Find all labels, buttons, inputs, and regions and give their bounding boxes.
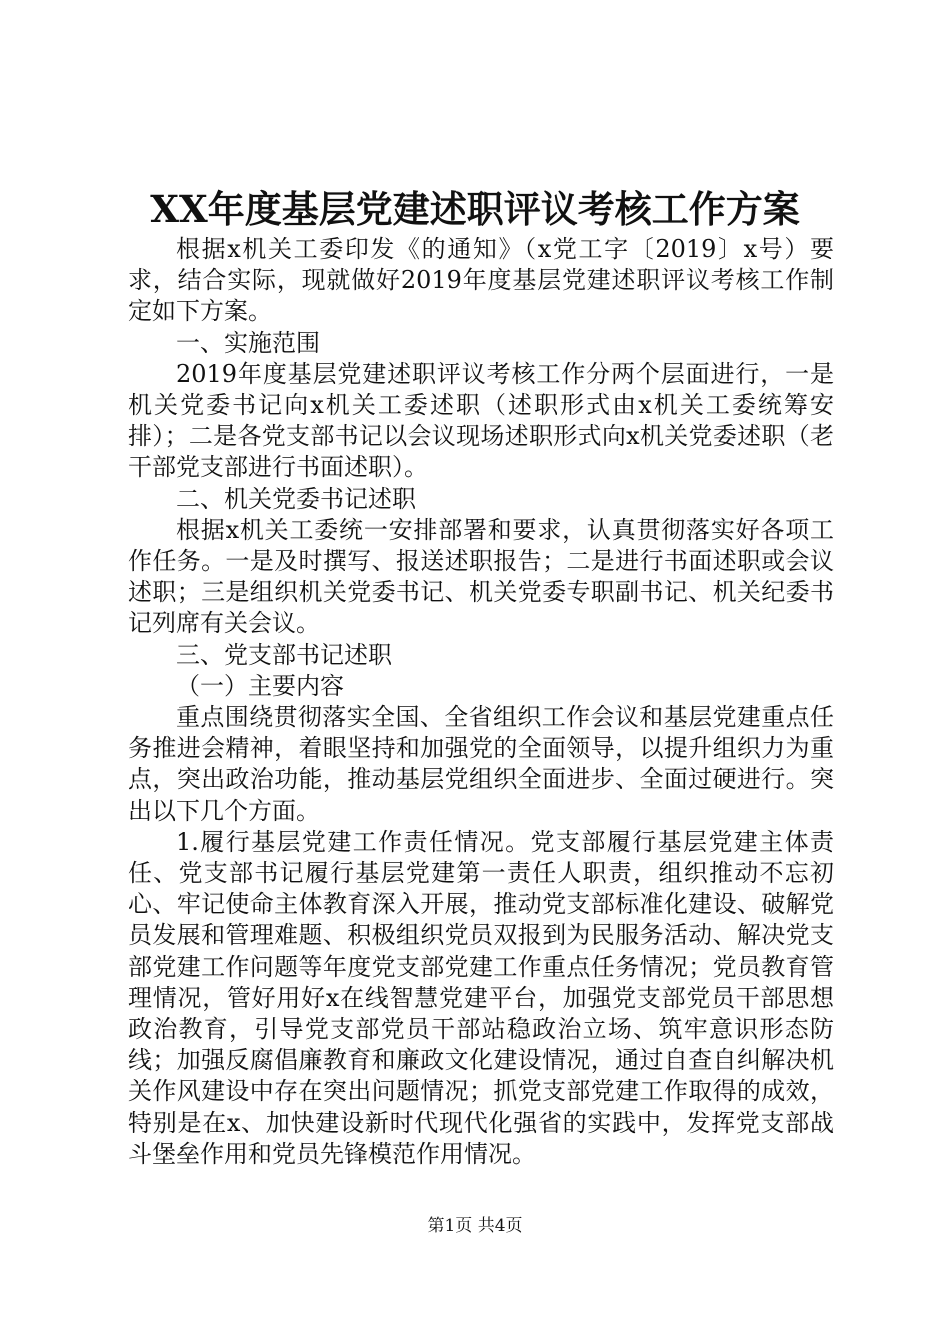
paragraph-intro: 根据x机关工委印发《的通知》（x党工字〔2019〕x号）要求，结合实际，现就做好2019年度基层党建述职评议考核工作制定如下方案。 bbox=[128, 235, 834, 326]
paragraph-scope: 2019年度基层党建述职评议考核工作分两个层面进行，一是机关党委书记向x机关工委述职（述职形式由x机关工委统筹安排）；二是各党支部书记以会议现场述职形式向x机关党委述职（老干部党支部进行书面述职）。 bbox=[128, 359, 834, 482]
document-title: XX年度基层党建述职评议考核工作方案 bbox=[150, 187, 800, 231]
subsection-heading-main-content: （一）主要内容 bbox=[176, 671, 344, 700]
section-heading-branch-secretary: 三、党支部书记述职 bbox=[176, 640, 392, 669]
paragraph-party-committee: 根据x机关工委统一安排部署和要求，认真贯彻落实好各项工作任务。一是及时撰写、报送述职报告；二是进行书面述职或会议述职；三是组织机关党委书记、机关党委专职副书记、机关纪委书记列席有关会议。 bbox=[128, 515, 834, 638]
page-footer: 第1页 共4页 bbox=[427, 1216, 523, 1236]
document-body bbox=[128, 234, 834, 1170]
paragraph-main-content: 重点围绕贯彻落实全国、全省组织工作会议和基层党建重点任务推进会精神，着眼坚持和加强党的全面领导，以提升组织力为重点，突出政治功能，推动基层党组织全面进步、全面过硬进行。突出以下几个方面。 bbox=[128, 703, 834, 825]
paragraph-item-1: 1.履行基层党建工作责任情况。党支部履行基层党建主体责任、党支部书记履行基层党建第一责任人职责，组织推动不忘初心、牢记使命主体教育深入开展，推动党支部标准化建设、破解党员发展和管理难题、积极组织党员双报到为民服务活动、解决党支部党建工作问题等年度党支部党建工作重点任务情况；党员教育管理情况，管好用好x在线智慧党建平台，加强党支部党员干部思想政治教育，引导党支部党员干部站稳政治立场、筑牢意识形态防线；加强反腐倡廉教育和廉政文化建设情况，通过自查自纠解决机关作风建设中存在突出问题情况；抓党支部党建工作取得的成效，特别是在x、加快建设新时代现代化强省的实践中，发挥党支部战斗堡垒作用和党员先锋模范作用情况。 bbox=[128, 827, 834, 1168]
section-heading-scope: 一、实施范围 bbox=[176, 328, 320, 357]
section-heading-party-committee: 二、机关党委书记述职 bbox=[176, 484, 416, 513]
